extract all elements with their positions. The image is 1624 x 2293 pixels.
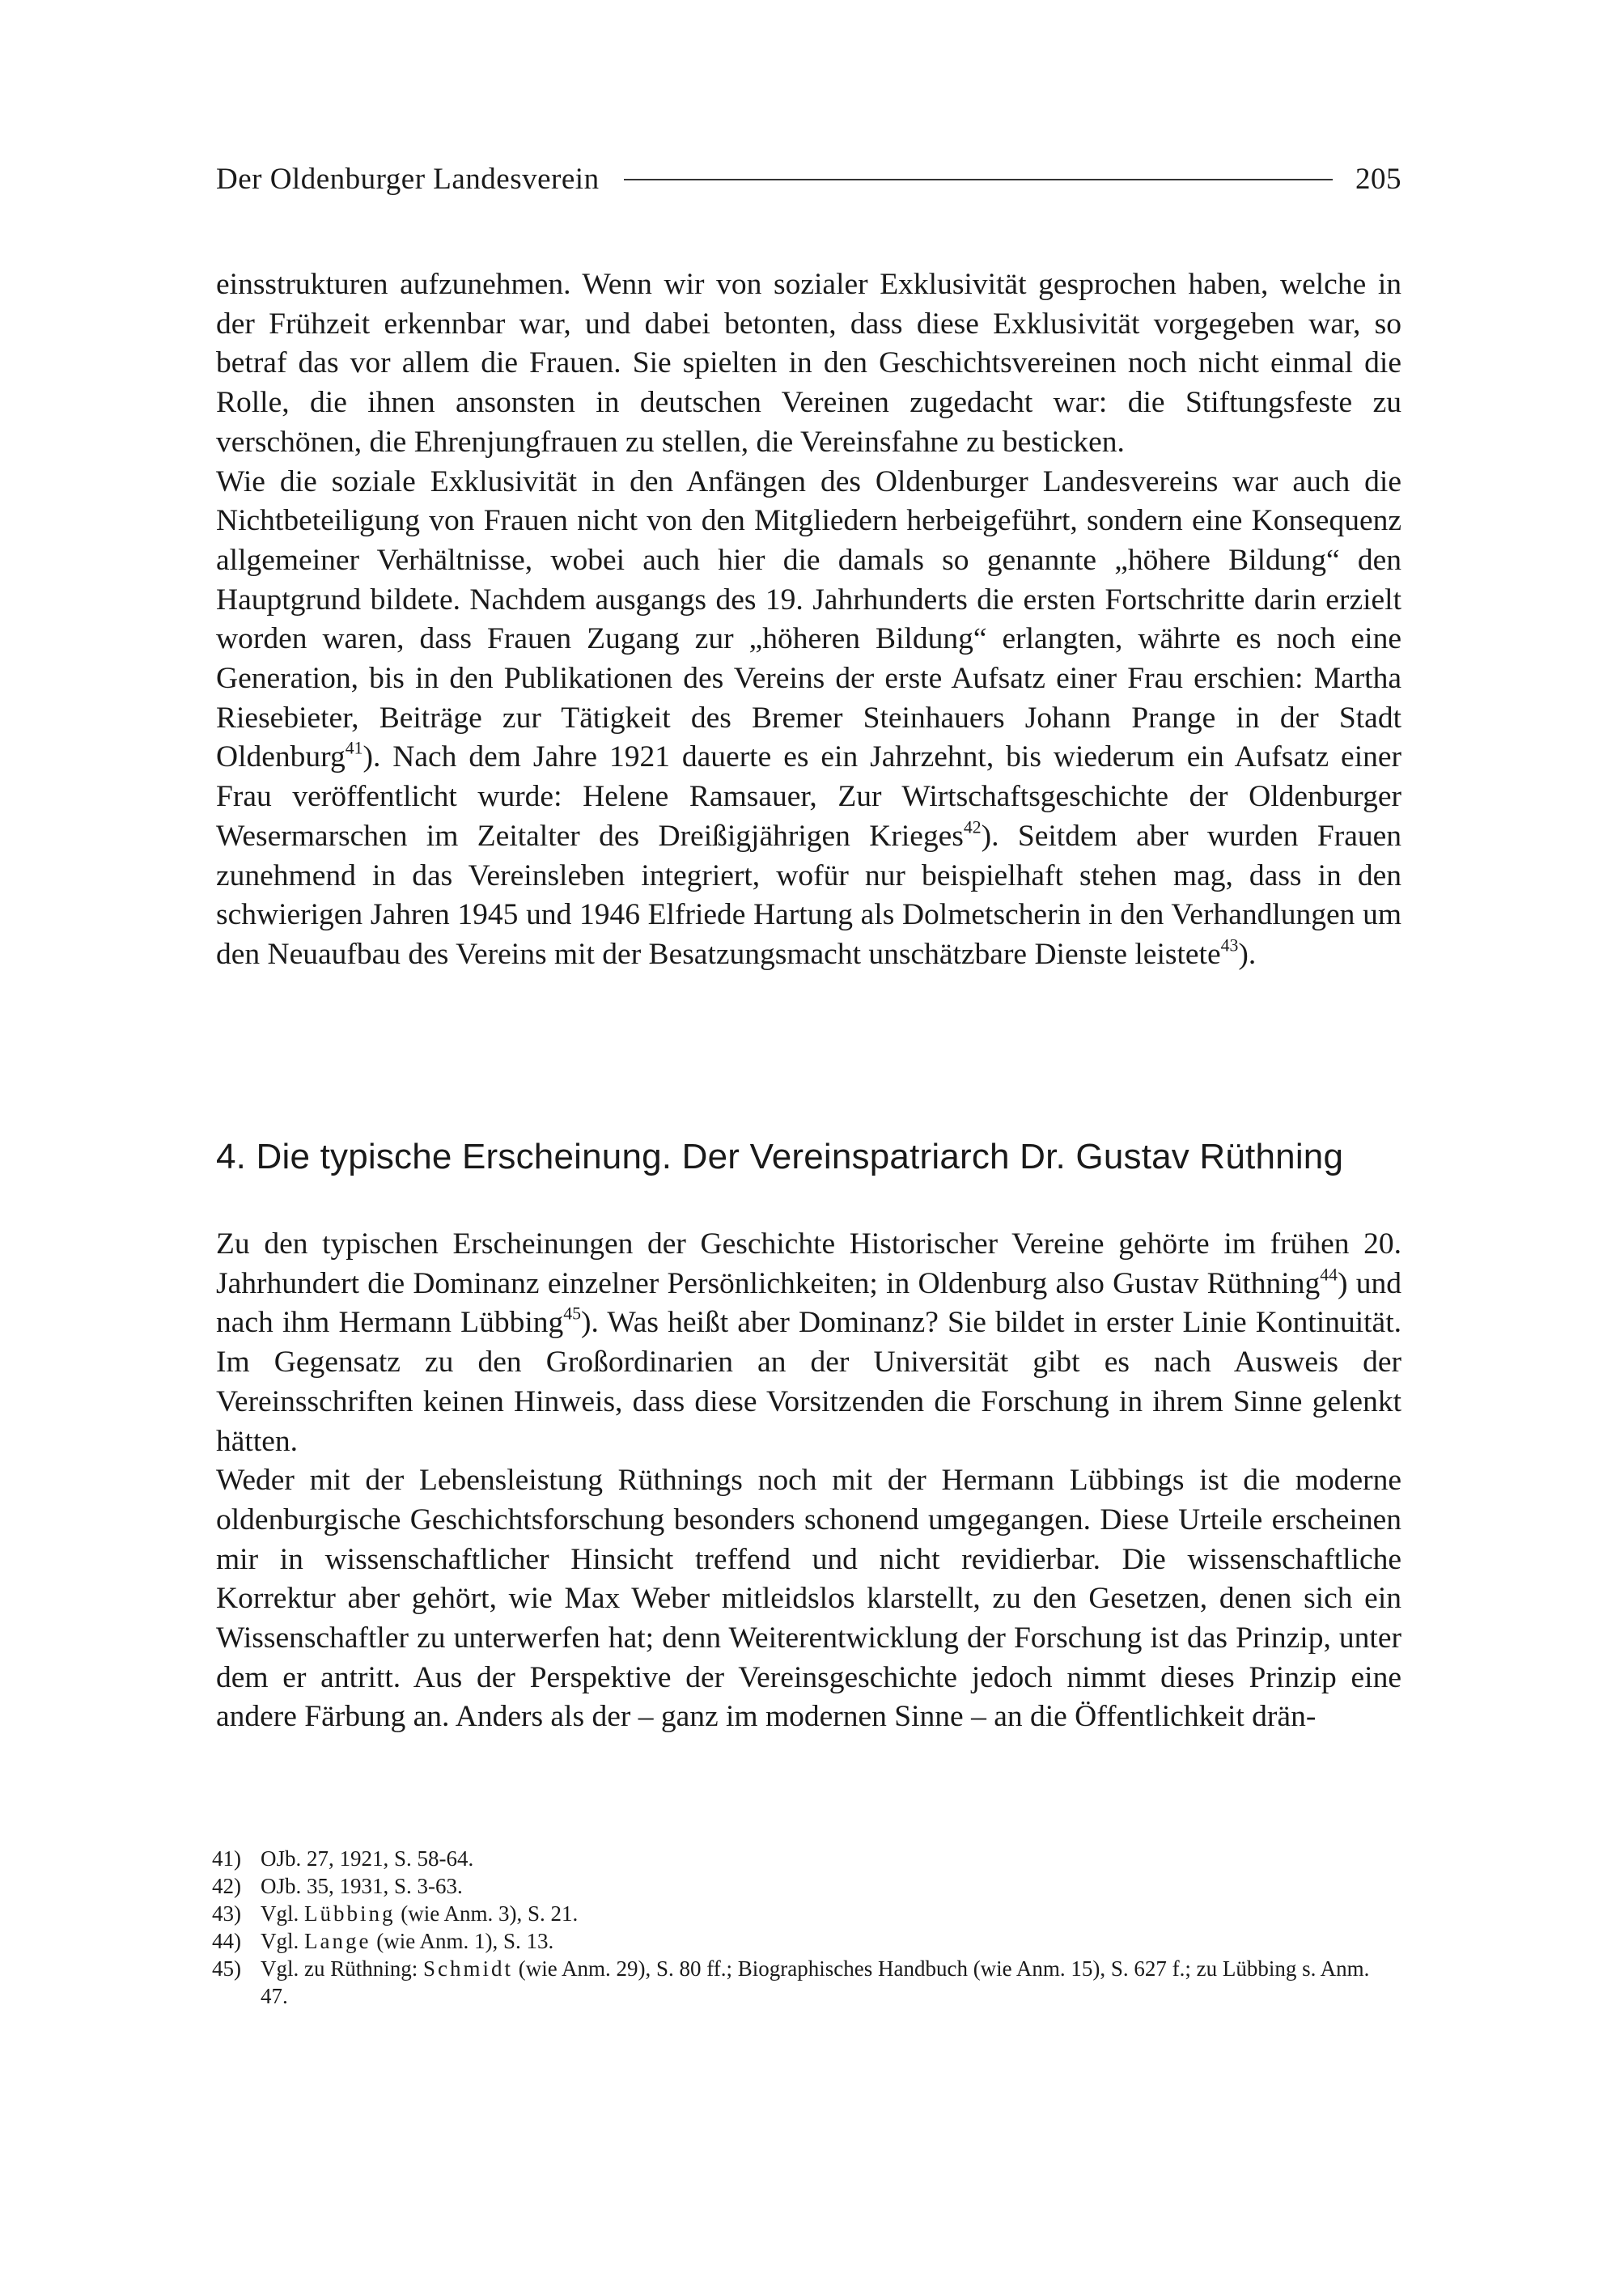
running-title: Der Oldenburger Landesverein	[216, 163, 600, 196]
footnote-ref[interactable]: 45	[563, 1303, 581, 1324]
paragraph: Wie die soziale Exklusivität in den Anfängen des Oldenburger Landesvereins war auch die Nichtbeteiligung von Frauen nicht von den Mitgliedern herbeigeführt, sondern eine Konsequenz allgemeiner Verhältnisse, wobei auch hier die damals so genannte „höhere Bildung“ den Hauptgrund bildete. Nachdem ausgangs des 19. Jahrhunderts die ersten Fortschritte darin erzielt worden waren, dass Frauen Zugang zur „höheren Bildung“ erlangten, währte es noch eine Generation, bis in den Publikationen des Vereins der erste Aufsatz einer Frau erschien: Martha Riesebieter, Beiträge zur Tätigkeit des Bremer Steinhauers Johann Prange in der Stadt Oldenburg$^{41}$). Nach dem Jahre 1921 dauerte es ein Jahrzehnt, bis wiederum ein Aufsatz einer Frau veröffentlicht wurde: Helene Ramsauer, Zur Wirtschaftsgeschichte der Oldenburger Wesermarschen im Zeitalter des Dreißigjährigen Krieges$^{42}$). Seitdem aber wurden Frauen zunehmend in das Vereinsleben integriert, wofür nur beispielhaft stehen mag, dass in den schwierigen Jahren 1945 und 1946 Elfriede Hartung als Dolmetscherin in den Verhandlungen um den Neuaufbau des Vereins mit der Besatzungsmacht unschätzbare Dienste leistete$^{43}$).	[216, 464, 1401, 971]
footnote-text: Vgl. Lange (wie Anm. 1), S. 13.	[261, 1929, 554, 1953]
paragraph: einsstrukturen aufzunehmen. Wenn wir von sozialer Exklusivität gesprochen haben, welche in der Frühzeit erkennbar war, und dabei betonten, dass diese Exklusivität vorgegeben war, so betraf das vor allem die Frauen. Sie spielten in den Geschichtsvereinen noch nicht einmal die Rolle, die ihnen ansonsten in deutschen Vereinen zugedacht war: die Stiftungsfeste zu verschönen, die Ehrenjungfrauen zu stellen, die Vereinsfahne zu besticken.	[216, 268, 1401, 459]
header-rule	[624, 179, 1333, 180]
footnote	[212, 1872, 1401, 1900]
body-text-section-1	[216, 265, 1401, 975]
footnote-text: OJb. 35, 1931, S. 3-63.	[261, 1874, 463, 1898]
author-name: Schmidt	[423, 1956, 514, 1981]
footnote	[212, 1955, 1401, 2010]
author-name: Lange	[304, 1929, 371, 1953]
paragraph: Weder mit der Lebensleistung Rüthnings noch mit der Hermann Lübbings ist die moderne oldenburgische Geschichtsforschung besonders schonend umgegangen. Diese Urteile erscheinen mir in wissenschaftlicher Hinsicht treffend und nicht revidierbar. Die wissenschaftliche Korrektur aber gehört, wie Max Weber mitleidslos klarstellt, zu den Gesetzen, denen sich ein Wissenschaftler zu unterwerfen hat; denn Weiterentwicklung der Forschung ist das Prinzip, unter dem er antritt. Aus der Perspektive der Vereinsgeschichte jedoch nimmt dieses Prinzip eine andere Färbung an. Anders als der – ganz im modernen Sinne – an die Öffentlichkeit drän-	[216, 1464, 1401, 1734]
footnote	[212, 1845, 1401, 1872]
footnote	[212, 1927, 1401, 1955]
footnote-ref[interactable]: 43	[1220, 935, 1239, 956]
paragraph: Zu den typischen Erscheinungen der Geschichte Historischer Vereine gehörte im frühen 20. Jahrhundert die Dominanz einzelner Persönlichkeiten; in Oldenburg also Gustav Rüthning$^{44}$) und nach ihm Hermann Lübbing$^{45}$). Was heißt aber Dominanz? Sie bildet in erster Linie Kontinuität. Im Gegensatz zu den Großordinarien an der Universität gibt es nach Ausweis der Vereinsschriften keinen Hinweis, dass diese Vorsitzenden die Forschung in ihrem Sinne gelenkt hätten.	[216, 1227, 1401, 1458]
author-name: Lübbing	[304, 1901, 396, 1926]
footnote-number: 41)	[212, 1846, 241, 1871]
footnote-text: Vgl. Lübbing (wie Anm. 3), S. 21.	[261, 1901, 579, 1926]
running-header	[216, 162, 1401, 197]
footnotes	[212, 1845, 1401, 2010]
footnote-ref[interactable]: 42	[963, 817, 982, 837]
footnote-ref[interactable]: 41	[345, 738, 363, 758]
section-heading: 4. Die typische Erscheinung. Der Vereinspatriarch Dr. Gustav Rüthning	[216, 1137, 1344, 1176]
page-number: 205	[1355, 163, 1401, 196]
footnote-text: OJb. 27, 1921, S. 58-64.	[261, 1846, 474, 1871]
body-text-section-2	[216, 1225, 1401, 1737]
footnote-number: 43)	[212, 1901, 241, 1926]
footnote-text: Vgl. zu Rüthning: Schmidt (wie Anm. 29), S. 80 ff.; Biographisches Handbuch (wie Anm. 15), S. 627 f.; zu Lübbing s. Anm. 47.	[261, 1956, 1370, 2008]
footnote	[212, 1900, 1401, 1927]
footnote-number: 42)	[212, 1874, 241, 1898]
footnote-number: 44)	[212, 1929, 241, 1953]
footnote-number: 45)	[212, 1956, 241, 1981]
footnote-ref[interactable]: 44	[1320, 1265, 1338, 1285]
